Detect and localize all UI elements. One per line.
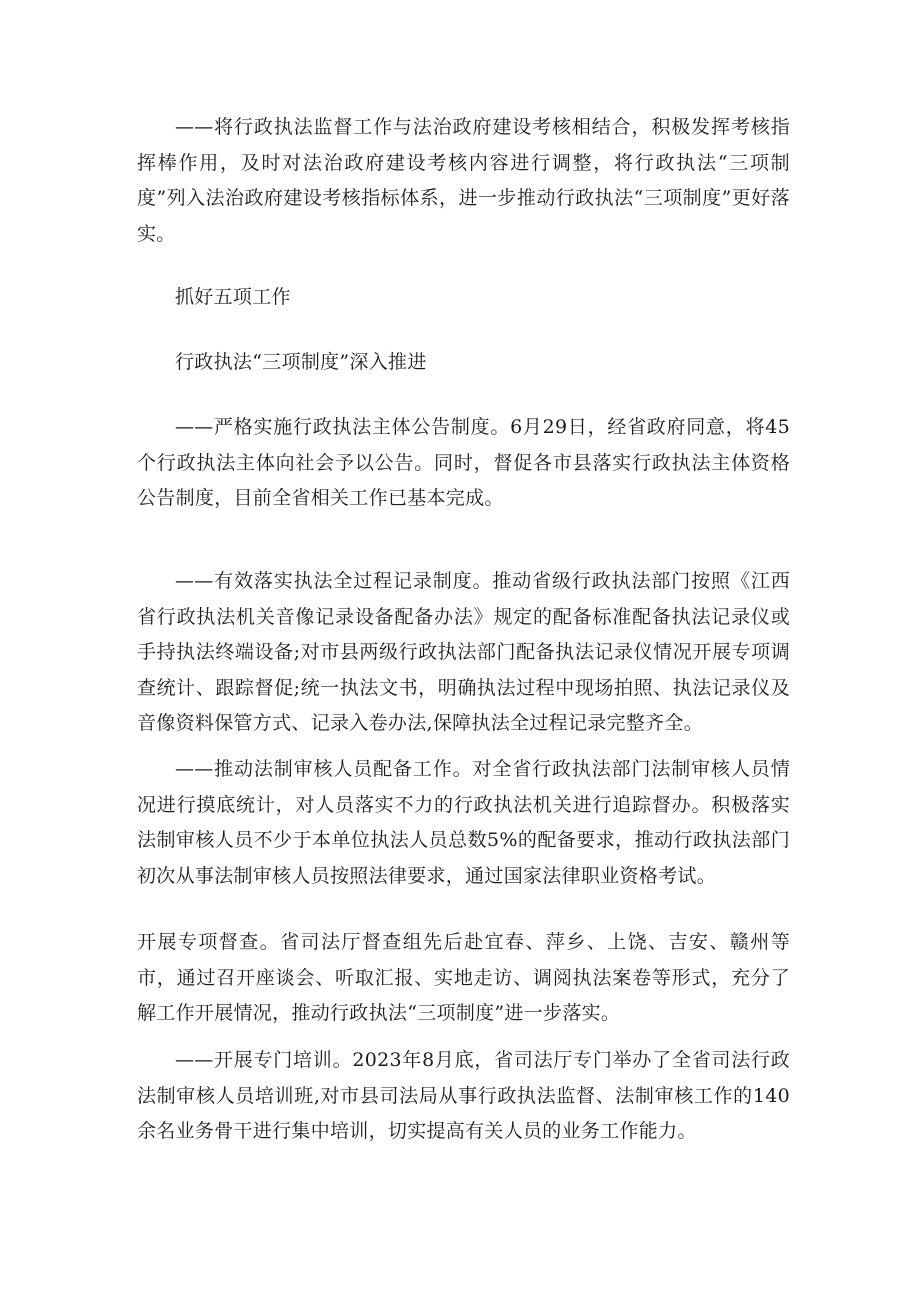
paragraph-assessment: ——将行政执法监督工作与法治政府建设考核相结合，积极发挥考核指挥棒作用，及时对法治政府建设考核内容进行调整，将行政执法“三项制度”列入法治政府建设考核指标体系，进一步推动行政执法“三项制度”更好落实。 <box>137 116 790 245</box>
section-heading-five-tasks: 抓好五项工作 <box>175 286 291 308</box>
section-subheading-three-systems: 行政执法“三项制度”深入推进 <box>175 351 427 373</box>
paragraph-full-process-record: ——有效落实执法全过程记录制度。推动省级行政执法部门按照《江西省行政执法机关音像记录设备配备办法》规定的配备标准配备执法记录仪或手持执法终端设备;对市县两级行政执法部门配备执法记录仪情况开展专项调查统计、跟踪督促;统一执法文书，明确执法过程中现场拍照、执法记录仪及音像资料保管方式、记录入卷办法,保障执法全过程记录完整齐全。 <box>137 570 790 734</box>
paragraph-announcement-system: ——严格实施行政执法主体公告制度。6月29日，经省政府同意，将45个行政执法主体向社会予以公告。同时，督促各市县落实行政执法主体资格公告制度，目前全省相关工作已基本完成。 <box>137 416 790 509</box>
paragraph-legal-review-staffing: ——推动法制审核人员配备工作。对全省行政执法部门法制审核人员情况进行摸底统计，对人员落实不力的行政执法机关进行追踪督办。积极落实法制审核人员不少于本单位执法人员总数5%的配备要求，推动行政执法部门初次从事法制审核人员按照法律要求，通过国家法律职业资格考试。 <box>137 758 790 887</box>
paragraph-special-inspection: 开展专项督查。省司法厅督查组先后赴宜春、萍乡、上饶、吉安、赣州等市，通过召开座谈会、听取汇报、实地走访、调阅执法案卷等形式，充分了解工作开展情况，推动行政执法“三项制度”进一步落实。 <box>137 931 790 1024</box>
paragraph-special-training: ——开展专门培训。2023年8月底，省司法厅专门举办了全省司法行政法制审核人员培训班,对市县司法局从事行政执法监督、法制审核工作的140余名业务骨干进行集中培训，切实提高有关人员的业务工作能力。 <box>137 1049 790 1142</box>
